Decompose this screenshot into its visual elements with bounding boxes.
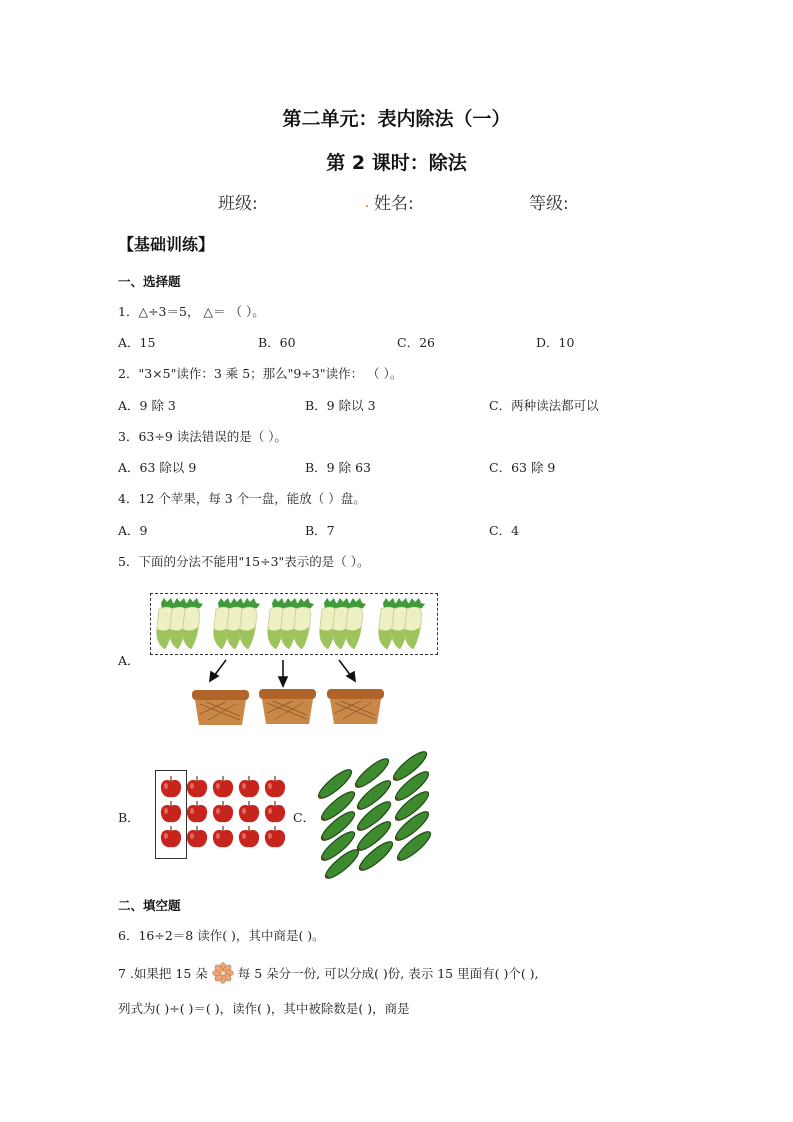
question-1: 1．△÷3＝5， △＝ （ ）。 <box>118 304 265 319</box>
question-3: 3．63÷9 读法错误的是（ ）。 <box>118 429 287 444</box>
unit-title: 第二单元：表内除法（一） <box>282 108 511 130</box>
q1-option-c: C．26 <box>397 335 435 350</box>
flower-icon <box>212 963 234 983</box>
q2-option-b: B．9 除以 3 <box>305 398 376 413</box>
part1-heading: 一、选择题 <box>118 274 181 289</box>
grade-label: 等级: <box>529 194 569 214</box>
q1-option-a: A．15 <box>118 335 156 350</box>
q3-option-a: A．63 除以 9 <box>118 460 197 475</box>
question-4: 4．12 个苹果，每 3 个一盘，能放（ ）盘。 <box>118 491 366 506</box>
q7-text-a: 7 .如果把 15 朵 <box>118 966 208 981</box>
q3-option-b: B．9 除 63 <box>305 460 371 475</box>
question-2: 2．"3×5"读作：3 乘 5；那么"9÷3"读作： （ ）。 <box>118 366 403 381</box>
question-5: 5．下面的分法不能用"15÷3"表示的是（ ）。 <box>118 554 370 569</box>
q2-option-c: C．两种读法都可以 <box>489 398 599 413</box>
q3-option-c: C．63 除 9 <box>489 460 556 475</box>
name-label: 姓名: <box>374 194 414 214</box>
q5-option-b-label: B． <box>118 810 140 825</box>
q5-option-a-label: A． <box>118 653 140 668</box>
question-7-line2: 列式为( )÷( )＝( )，读作( )，其中被除数是( )，商是 <box>118 1001 410 1016</box>
q7-text-b: 每 5 朵分一份, 可以分成( )份, 表示 15 里面有( )个( ), <box>237 966 539 981</box>
class-label: 班级: <box>218 194 258 214</box>
q5-option-c-label: C． <box>293 810 316 825</box>
q1-option-b: B．60 <box>258 335 296 350</box>
q1-option-d: D．10 <box>536 335 575 350</box>
q4-option-c: C．4 <box>489 523 520 538</box>
question-7-line1 <box>118 963 539 983</box>
section-basic-training: 【基础训练】 <box>118 235 215 254</box>
q4-option-a: A．9 <box>118 523 148 538</box>
part2-heading: 二、填空题 <box>118 898 181 913</box>
q2-option-a: A．9 除 3 <box>118 398 176 413</box>
lesson-title: 第 2 课时：除法 <box>326 152 467 174</box>
q4-option-b: B．7 <box>305 523 335 538</box>
question-6: 6．16÷2＝8 读作( )，其中商是( )。 <box>118 928 325 943</box>
